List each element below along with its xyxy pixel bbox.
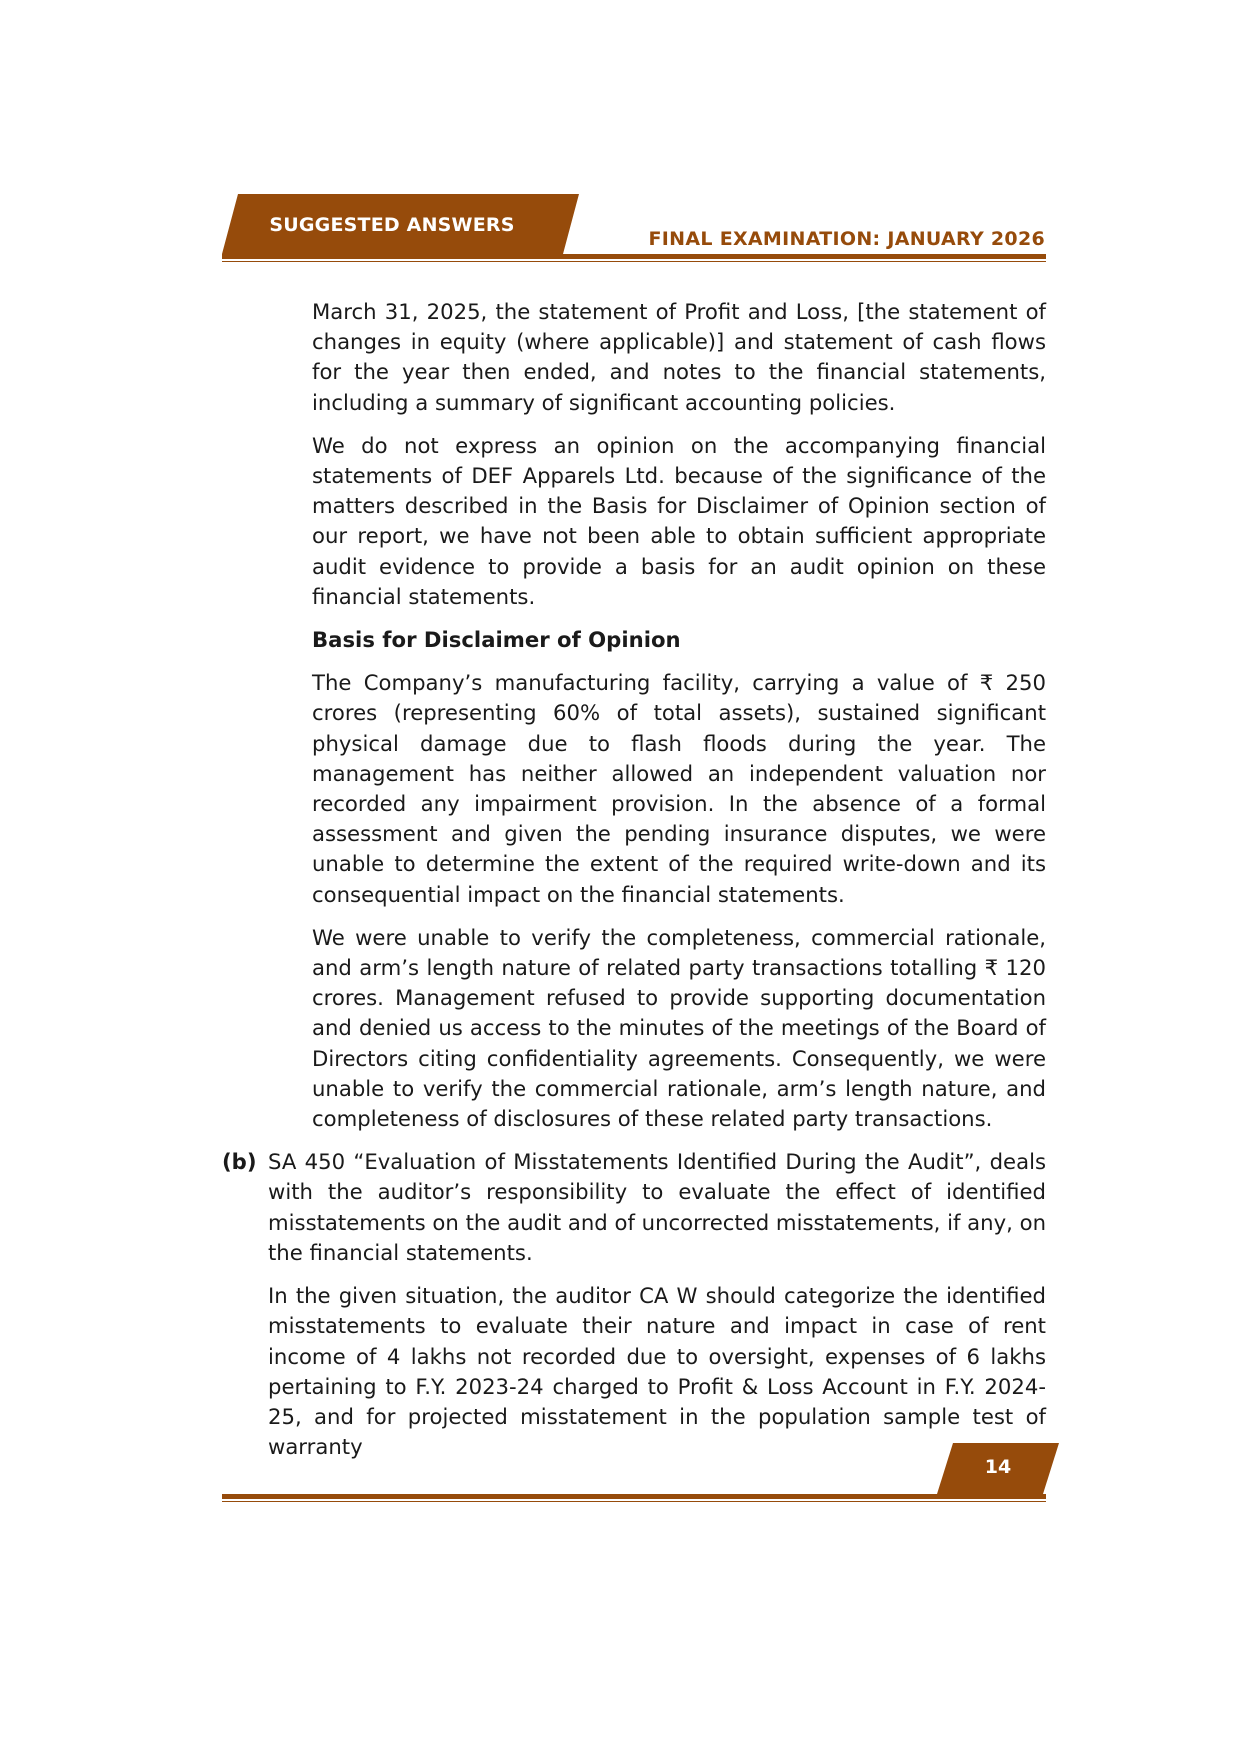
page-number: 14 — [984, 1456, 1012, 1478]
paragraph: SA 450 “Evaluation of Misstatements Identified During the Audit”, deals with the auditor’s responsibility to evaluate the effect of identified misstatements on the audit and of uncorrected misstatements, if any, on the financial statements. — [268, 1149, 1046, 1265]
header-tab-label: SUGGESTED ANSWERS — [269, 214, 515, 236]
footer-rule — [222, 1494, 1046, 1499]
exam-title: FINAL EXAMINATION: JANUARY 2026 — [648, 228, 1045, 250]
section-heading: Basis for Disclaimer of Opinion — [312, 627, 681, 653]
paragraph: We were unable to verify the completeness, commercial rationale, and arm’s length nature of related party transactions totalling ₹ 120 crores. Management refused to provide supporting documentation and denied us access to the minutes of the meetings of the Board of Directors citing confidentiality agreements. Consequently, we were unable to verify the commercial rationale, arm’s length nature, and completeness of disclosures of these related party transactions. — [312, 924, 1046, 1132]
header-rule-thin — [222, 261, 1046, 262]
footer-rule-thin — [222, 1501, 1046, 1502]
header-rule — [222, 254, 1046, 259]
paragraph: The Company’s manufacturing facility, carrying a value of ₹ 250 crores (representing 60% of total assets), sustained significant physical damage due to flash floods during the year. The management has neither allowed an independent valuation nor recorded any impairment provision. In the absence of a formal assessment and given the pending insurance disputes, we were unable to determine the extent of the required write-down and its consequential impact on the financial statements. — [312, 670, 1046, 907]
paragraph: We do not express an opinion on the accompanying financial statements of DEF Apparels Ltd. because of the significance of the matters described in the Basis for Disclaimer of Opinion section of our report, we have not been able to obtain sufficient appropriate audit evidence to provide a basis for an audit opinion on these financial statements. — [312, 432, 1046, 609]
paragraph: In the given situation, the auditor CA W should categorize the identified misstatements to evaluate their nature and impact in case of rent income of 4 lakhs not recorded due to oversight, expenses of 6 lakhs pertaining to F.Y. 2023-24 charged to Profit & Loss Account in F.Y. 2024-25, and for projected misstatement in the population sample test of warranty — [268, 1283, 1046, 1460]
page-body — [222, 297, 1046, 1462]
list-item-b — [222, 1147, 1046, 1268]
item-marker: (b) — [222, 1149, 257, 1175]
paragraph: March 31, 2025, the statement of Profit and Loss, [the statement of changes in equity (where applicable)] and statement of cash flows for the year then ended, and notes to the financial statements, including a summary of significant accounting policies. — [312, 299, 1046, 415]
